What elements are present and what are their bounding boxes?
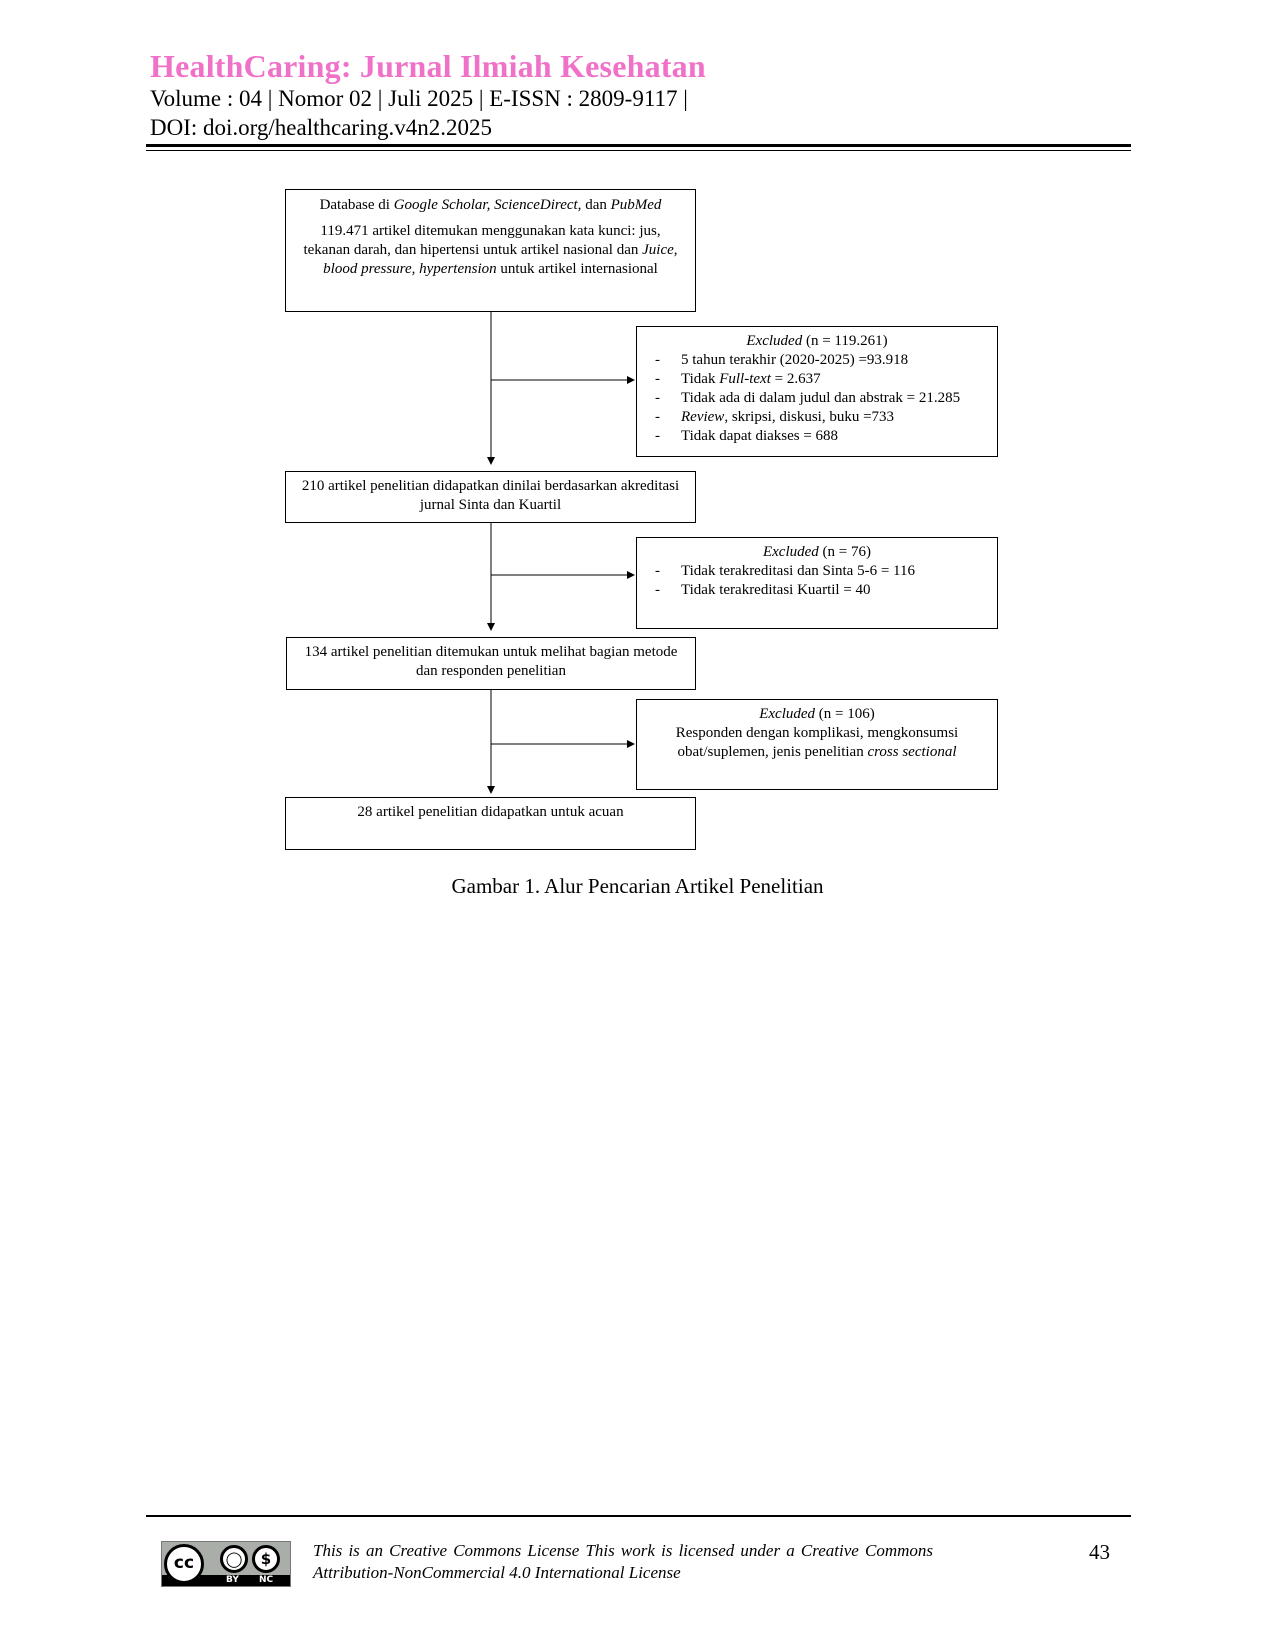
excluded-heading-1: Excluded (n = 119.261) <box>746 333 888 349</box>
header-rule-thick <box>146 144 1131 147</box>
search-keywords-text: 119.471 artikel ditemukan menggunakan kata kunci: jus, tekanan darah, dan hipertensi untuk artikel nasional dan Juice, blood pressure, hypertension untuk artikel internasional <box>303 223 678 277</box>
doi-info: DOI: doi.org/healthcaring.v4n2.2025 <box>150 115 492 140</box>
list-item: - Tidak Full-text = 2.637 <box>645 370 989 389</box>
search-database-box <box>285 189 696 312</box>
by-label: BY <box>226 1575 239 1585</box>
list-item: - Tidak terakreditasi Kuartil = 40 <box>645 581 989 600</box>
list-item: - Tidak terakreditasi dan Sinta 5-6 = 116 <box>645 562 989 581</box>
excluded-desc-3: Responden dengan komplikasi, mengkonsumsi obat/suplemen, jenis penelitian cross sectional <box>675 725 959 760</box>
excluded-heading-3: Excluded (n = 106) <box>759 706 875 722</box>
person-icon: ◯ <box>220 1545 248 1573</box>
list-item: - Tidak ada di dalam judul dan abstrak = 21.285 <box>645 389 989 408</box>
footer-rule <box>146 1515 1131 1517</box>
database-line: Database di Google Scholar, ScienceDirect, dan PubMed <box>319 197 662 213</box>
accreditation-box: 210 artikel penelitian didapatkan dinilai berdasarkan akreditasi jurnal Sinta dan Kuartil <box>285 471 696 523</box>
journal-title: HealthCaring: Jurnal Ilmiah Kesehatan <box>150 48 706 84</box>
header-rule-thin <box>146 150 1131 151</box>
method-review-box: 134 artikel penelitian ditemukan untuk melihat bagian metode dan responden penelitian <box>286 637 696 690</box>
excluded-list-1 <box>645 351 989 446</box>
excluded-box-3 <box>636 699 998 790</box>
cc-icon: cc <box>164 1544 204 1584</box>
license-text: This is an Creative Commons License This work is licensed under a Creative Commons Attribution-NonCommercial 4.0 International License <box>313 1541 933 1582</box>
list-item: - Review, skripsi, diskusi, buku =733 <box>645 408 989 427</box>
excluded-list-2 <box>645 562 989 600</box>
excluded-heading-2: Excluded (n = 76) <box>762 544 871 560</box>
figure-caption: Gambar 1. Alur Pencarian Artikel Penelitian <box>451 874 824 898</box>
excluded-box-1 <box>636 326 998 457</box>
volume-info: Volume : 04 | Nomor 02 | Juli 2025 | E-ISSN : 2809-9117 | <box>150 86 688 111</box>
no-dollar-icon: $ <box>252 1545 280 1573</box>
list-item: - Tidak dapat diakses = 688 <box>645 427 989 446</box>
final-articles-box: 28 artikel penelitian didapatkan untuk acuan <box>285 797 696 850</box>
nc-label: NC <box>259 1575 274 1585</box>
list-item: - 5 tahun terakhir (2020-2025) =93.918 <box>645 351 989 370</box>
page-number: 43 <box>1089 1540 1110 1564</box>
excluded-box-2 <box>636 537 998 629</box>
cc-license-badge[interactable] <box>161 1541 291 1587</box>
